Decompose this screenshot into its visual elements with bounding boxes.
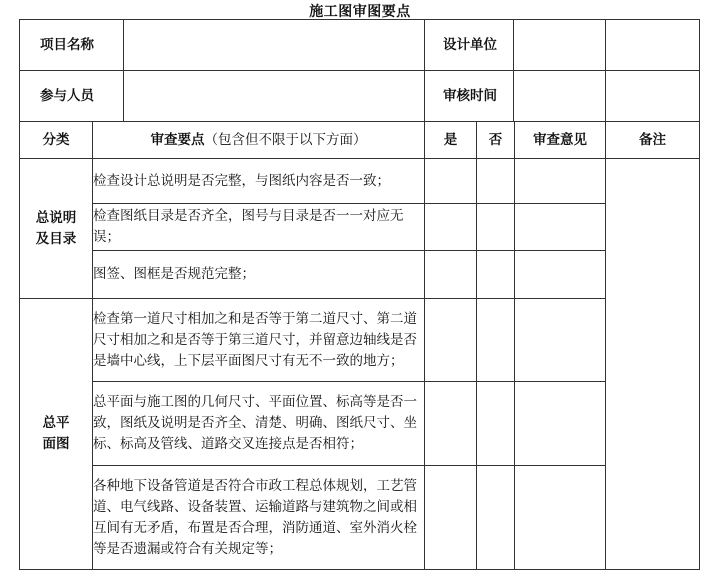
category-general-notes [20,159,93,299]
opinion-cell[interactable] [515,299,606,382]
review-time-label: 审核时间 [425,71,514,121]
opinion-cell[interactable] [515,159,606,204]
participants-field[interactable] [124,71,424,121]
opinion-header: 审查意见 [515,122,606,159]
no-check-cell[interactable] [477,251,515,299]
category-line: 总说明 [35,209,77,226]
table-row [20,466,700,570]
category-line: 面图 [42,436,70,452]
project-name-field[interactable] [124,20,424,70]
no-check-cell[interactable] [477,382,515,466]
table-row [20,299,700,382]
design-unit-field[interactable] [514,20,605,70]
yes-check-cell[interactable] [425,159,477,204]
project-row [20,20,700,71]
participants-label: 参与人员 [20,71,124,121]
design-unit-label: 设计单位 [425,20,514,70]
document-title: 施工图审图要点 [309,4,411,20]
review-time-field[interactable] [514,71,605,121]
points-header [93,122,425,159]
table-row [20,159,700,204]
participants-cell [20,71,425,122]
participants-row [20,71,700,122]
table-row [20,382,700,466]
column-header-row [20,122,700,159]
yes-check-cell[interactable] [425,251,477,299]
yes-check-cell[interactable] [425,299,477,382]
review-point: 各种地下设备管道是否符合市政工程总体规划，工艺管道、电气线路、设备装置、运输道路与建筑物之间或相互间有无矛盾，布置是否合理，消防通道、室外消火栓等是否遗漏或符合有关规定等； [93,466,425,570]
review-point: 检查设计总说明是否完整，与图纸内容是否一致； [93,159,425,204]
review-time-extra-field[interactable] [606,71,700,122]
no-check-cell[interactable] [477,159,515,204]
project-name-label: 项目名称 [20,20,124,70]
project-cell [20,20,425,71]
yes-header: 是 [425,122,477,159]
yes-check-cell[interactable] [425,204,477,251]
opinion-cell[interactable] [515,251,606,299]
category-header: 分类 [20,122,93,159]
review-point: 图签、图框是否规范完整； [93,251,425,299]
yes-check-cell[interactable] [425,466,477,570]
table-row [20,204,700,251]
category-line: 总平 [42,415,70,431]
design-unit-cell [425,20,606,71]
no-check-cell[interactable] [477,299,515,382]
table-row [20,251,700,299]
points-header-text: 审查要点 [150,131,205,148]
yes-check-cell[interactable] [425,382,477,466]
opinion-cell[interactable] [515,204,606,251]
opinion-cell[interactable] [515,466,606,570]
remarks-header: 备注 [606,122,700,159]
review-time-cell [425,71,606,122]
review-point: 总平面与施工图的几何尺寸、平面位置、标高等是否一致，图纸及说明是否齐全、清楚、明确、图纸尺寸、坐标、标高及管线、道路交叉连接点是否相符； [93,382,425,466]
remarks-cell[interactable] [606,159,700,570]
no-check-cell[interactable] [477,204,515,251]
opinion-cell[interactable] [515,382,606,466]
review-form-table [19,19,700,570]
no-check-cell[interactable] [477,466,515,570]
category-site-plan [20,299,93,570]
design-unit-extra-field[interactable] [606,20,700,71]
no-header: 否 [477,122,515,159]
review-point: 检查第一道尺寸相加之和是否等于第二道尺寸、第二道尺寸相加之和是否等于第三道尺寸，并留意边轴线是否是墙中心线，上下层平面图尺寸有无不一致的地方； [93,299,425,382]
review-point: 检查图纸目录是否齐全，图号与目录是否一一对应无误； [93,204,425,251]
points-header-note: （包含但不限于以下方面） [204,131,367,148]
category-line: 及目录 [35,230,77,247]
